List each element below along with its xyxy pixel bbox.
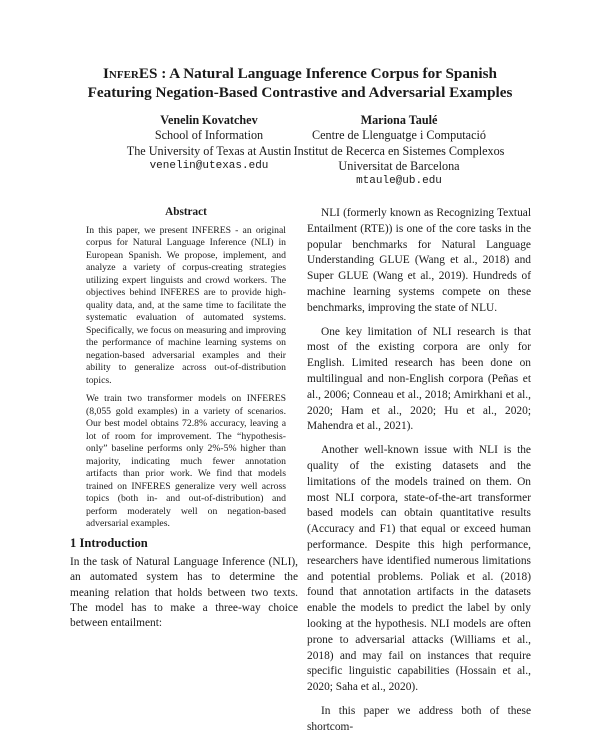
- body-paragraph: In this paper we address both of these shortcom-: [307, 704, 531, 733]
- author-affiliation: Institut de Recerca en Sistemes Complexos: [293, 143, 505, 158]
- introduction-paragraph: In the task of Natural Language Inference (NLI), an automated system has to determine the meaning relation that holds between two texts. The model has to make a three-way choice between entailment:: [70, 556, 298, 630]
- introduction-section: [70, 536, 298, 631]
- abstract-paragraph: In this paper, we present INFERES - an original corpus for Natural Language Inference (NLI) in European Spanish. We propose, implement, and analyze a variety of corpus-creating strategies utilizing expert linguists and crowd workers. The objectives behind INFERES are to provide high-quality data, and, at the same time to facilitate the systematic evaluation of automated systems. Specifically, we focus on measuring and improving the performance of machine learning systems on negation-based adversarial examples and their ability to generalize across out-of-distribution topics.: [86, 224, 286, 386]
- author-name: Venelin Kovatchev: [160, 113, 258, 127]
- abstract-section: [86, 206, 286, 537]
- author-email[interactable]: mtaule@ub.edu: [356, 175, 442, 188]
- paper-title: [40, 64, 560, 102]
- body-paragraph: Another well-known issue with NLI is the quality of the existing datasets and the limitations of the models trained on them. On most NLI corpora, state-of-the-art transformer based models can obtain quantitative results (Accuracy and F1) that equal or exceed human performance. Despite this high performance, researchers have identified numerous limitations and potential problems. Poliak et al. (2018) found that annotation artifacts in the datasets enable the models to predict the label by only looking at the hypothesis. NLI models are often prone to adversarial attacks (Williams et al., 2018) and may fail on instances that require specific linguistic capabilities (Hossain et al., 2020; Saha et al., 2020).: [307, 444, 531, 694]
- author-block-1: [96, 113, 322, 174]
- author-email[interactable]: venelin@utexas.edu: [149, 159, 269, 172]
- corpus-name: InferES: [103, 65, 158, 82]
- abstract-paragraph: We train two transformer models on INFERES (8,055 gold examples) in a variety of scenarios. Our best model obtains 72.8% accuracy, leaving a lot of room for improvement. The “hypothesis-only” baseline performs only 2%-5% higher than majority, indicating much fewer annotation artifacts than prior work. We find that models trained on INFERES generalize very well across topics (both in- and out-of-distribution) and perform moderately well on negation-based adversarial examples.: [86, 393, 286, 529]
- author-affiliation: Centre de Llenguatge i Computació: [312, 128, 486, 143]
- body-paragraph: NLI (formerly known as Recognizing Textual Entailment (RTE)) is one of the core tasks in the popular benchmarks for Natural Language Understanding GLUE (Wang et al., 2018) and Super GLUE (Wang et al., 2019). Hundreds of machine learning systems compete on these benchmarks, improving the state of NLU.: [307, 207, 531, 314]
- abstract-heading: Abstract: [165, 206, 207, 218]
- introduction-heading: 1 Introduction: [70, 536, 148, 550]
- author-affiliation: Universitat de Barcelona: [338, 158, 460, 173]
- title-line1: : A Natural Language Inference Corpus for Spanish: [157, 65, 497, 82]
- title-line2: Featuring Negation-Based Contrastive and Adversarial Examples: [87, 84, 513, 101]
- right-column: [307, 206, 531, 744]
- author-name: Mariona Taulé: [360, 113, 438, 127]
- author-block-2: [292, 113, 506, 189]
- body-paragraph: One key limitation of NLI research is that most of the existing corpora are only for English. Limited research has been done on multilingual and non-English corpora (Peñas et al., 2006; Conneau et al., 2018; Amirkhani et al., 2020; Ham et al., 2020; Hu et al., 2020; Mahendra et al., 2021).: [307, 325, 531, 433]
- author-affiliation: School of Information: [154, 128, 264, 143]
- author-affiliation: The University of Texas at Austin: [126, 143, 292, 158]
